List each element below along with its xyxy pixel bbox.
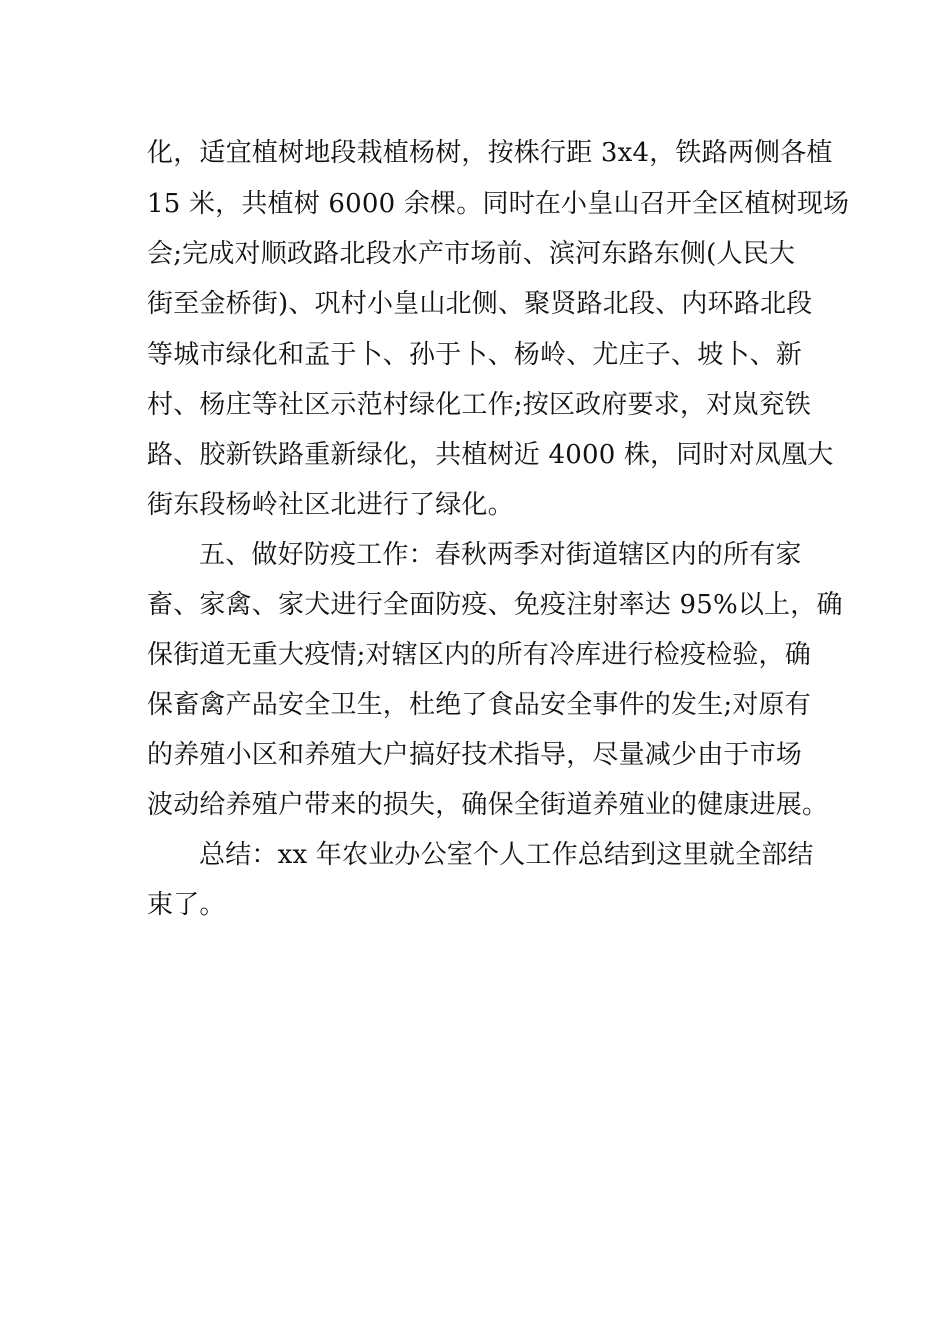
text-line: 的养殖小区和养殖大户搞好技术指导，尽量减少由于市场	[147, 740, 803, 770]
text-line: 路、胶新铁路重新绿化，共植树近 4000 株，同时对凤凰大	[147, 440, 834, 470]
text-line: 等城市绿化和孟于卜、孙于卜、杨岭、尤庄子、坡卜、新	[147, 340, 803, 370]
text-line: 总结：xx 年农业办公室个人工作总结到这里就全部结	[199, 840, 814, 870]
text-line: 保畜禽产品安全卫生，杜绝了食品安全事件的发生;对原有	[147, 690, 811, 720]
text-line: 会;完成对顺政路北段水产市场前、滨河东路东侧(人民大	[147, 239, 796, 269]
text-line: 村、杨庄等社区示范村绿化工作;按区政府要求，对岚兖铁	[147, 390, 811, 420]
text-line: 街至金桥街)、巩村小皇山北侧、聚贤路北段、内环路北段	[147, 289, 813, 319]
text-line: 畜、家禽、家犬进行全面防疫、免疫注射率达 95%以上，确	[147, 590, 843, 620]
text-line: 五、做好防疫工作：春秋两季对街道辖区内的所有家	[199, 540, 802, 570]
text-line: 化，适宜植树地段栽植杨树，按株行距 3x4，铁路两侧各植	[147, 138, 833, 168]
text-line: 15 米，共植树 6000 余棵。同时在小皇山召开全区植树现场	[147, 189, 850, 219]
text-line: 束了。	[147, 890, 226, 920]
text-line: 街东段杨岭社区北进行了绿化。	[147, 490, 514, 520]
text-line: 波动给养殖户带来的损失，确保全街道养殖业的健康进展。	[147, 790, 829, 820]
text-line: 保街道无重大疫情;对辖区内的所有冷库进行检疫检验，确	[147, 640, 811, 670]
